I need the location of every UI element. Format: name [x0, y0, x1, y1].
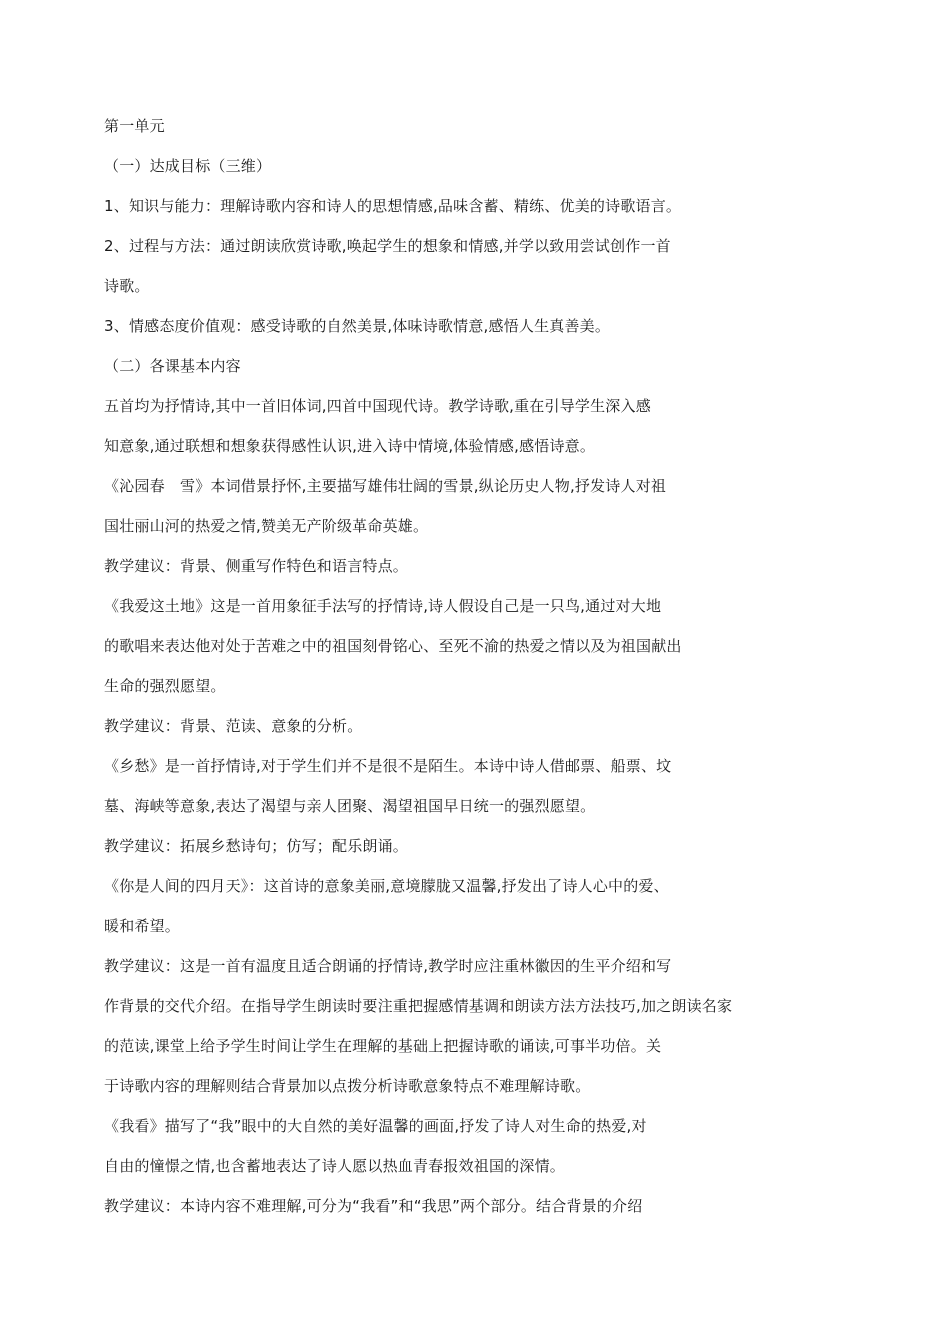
section-heading-goals: （一）达成目标（三维）	[104, 157, 272, 175]
paragraph-line: 《你是人间的四月天》：这首诗的意象美丽,意境朦胧又温馨,抒发出了诗人心中的爱、	[104, 877, 669, 895]
paragraph-line: 诗歌。	[104, 277, 150, 295]
paragraph-line: 的歌唱来表达他对处于苦难之中的祖国刻骨铭心、至死不渝的热爱之情以及为祖国献出	[104, 637, 682, 655]
paragraph-line: 《我爱这土地》这是一首用象征手法写的抒情诗,诗人假设自己是一只鸟,通过对大地	[104, 597, 662, 615]
paragraph-line: 《沁园春 雪》本词借景抒怀,主要描写雄伟壮阔的雪景,纵论历史人物,抒发诗人对祖	[104, 477, 667, 495]
paragraph-line: 教学建议：本诗内容不难理解,可分为“我看”和“我思”两个部分。结合背景的介绍	[104, 1197, 643, 1215]
paragraph-line: 于诗歌内容的理解则结合背景加以点拨分析诗歌意象特点不难理解诗歌。	[104, 1077, 591, 1095]
paragraph-line: 《我看》描写了“我”眼中的大自然的美好温馨的画面,抒发了诗人对生命的热爱,对	[104, 1117, 647, 1135]
paragraph-line: 教学建议：背景、范读、意象的分析。	[104, 717, 363, 735]
paragraph-line: 3、情感态度价值观：感受诗歌的自然美景,体味诗歌情意,感悟人生真善美。	[104, 317, 611, 335]
section-heading-content: （二）各课基本内容	[104, 357, 241, 375]
paragraph-line: 教学建议：拓展乡愁诗句；仿写；配乐朗诵。	[104, 837, 409, 855]
paragraph-line: 教学建议：背景、侧重写作特色和语言特点。	[104, 557, 409, 575]
paragraph-line: 墓、海峡等意象,表达了渴望与亲人团聚、渴望祖国早日统一的强烈愿望。	[104, 797, 596, 815]
paragraph-line: 暖和希望。	[104, 917, 181, 935]
paragraph-line: 国壮丽山河的热爱之情,赞美无产阶级革命英雄。	[104, 517, 429, 535]
paragraph-line: 作背景的交代介绍。在指导学生朗读时要注重把握感情基调和朗读方法方法技巧,加之朗读名家	[104, 997, 733, 1015]
unit-heading: 第一单元	[104, 117, 165, 135]
paragraph-line: 的范读,课堂上给予学生时间让学生在理解的基础上把握诗歌的诵读,可事半功倍。关	[104, 1037, 662, 1055]
paragraph-line: 《乡愁》是一首抒情诗,对于学生们并不是很不是陌生。本诗中诗人借邮票、船票、坟	[104, 757, 672, 775]
paragraph-line: 1、知识与能力：理解诗歌内容和诗人的思想情感,品味含蓄、精练、优美的诗歌语言。	[104, 197, 682, 215]
paragraph-line: 五首均为抒情诗,其中一首旧体词,四首中国现代诗。教学诗歌,重在引导学生深入感	[104, 397, 651, 415]
paragraph-line: 生命的强烈愿望。	[104, 677, 226, 695]
paragraph-line: 教学建议：这是一首有温度且适合朗诵的抒情诗,教学时应注重林徽因的生平介绍和写	[104, 957, 672, 975]
paragraph-line: 2、过程与方法：通过朗读欣赏诗歌,唤起学生的想象和情感,并学以致用尝试创作一首	[104, 237, 671, 255]
paragraph-line: 自由的憧憬之情,也含蓄地表达了诗人愿以热血青春报效祖国的深情。	[104, 1157, 565, 1175]
paragraph-line: 知意象,通过联想和想象获得感性认识,进入诗中情境,体验情感,感悟诗意。	[104, 437, 596, 455]
